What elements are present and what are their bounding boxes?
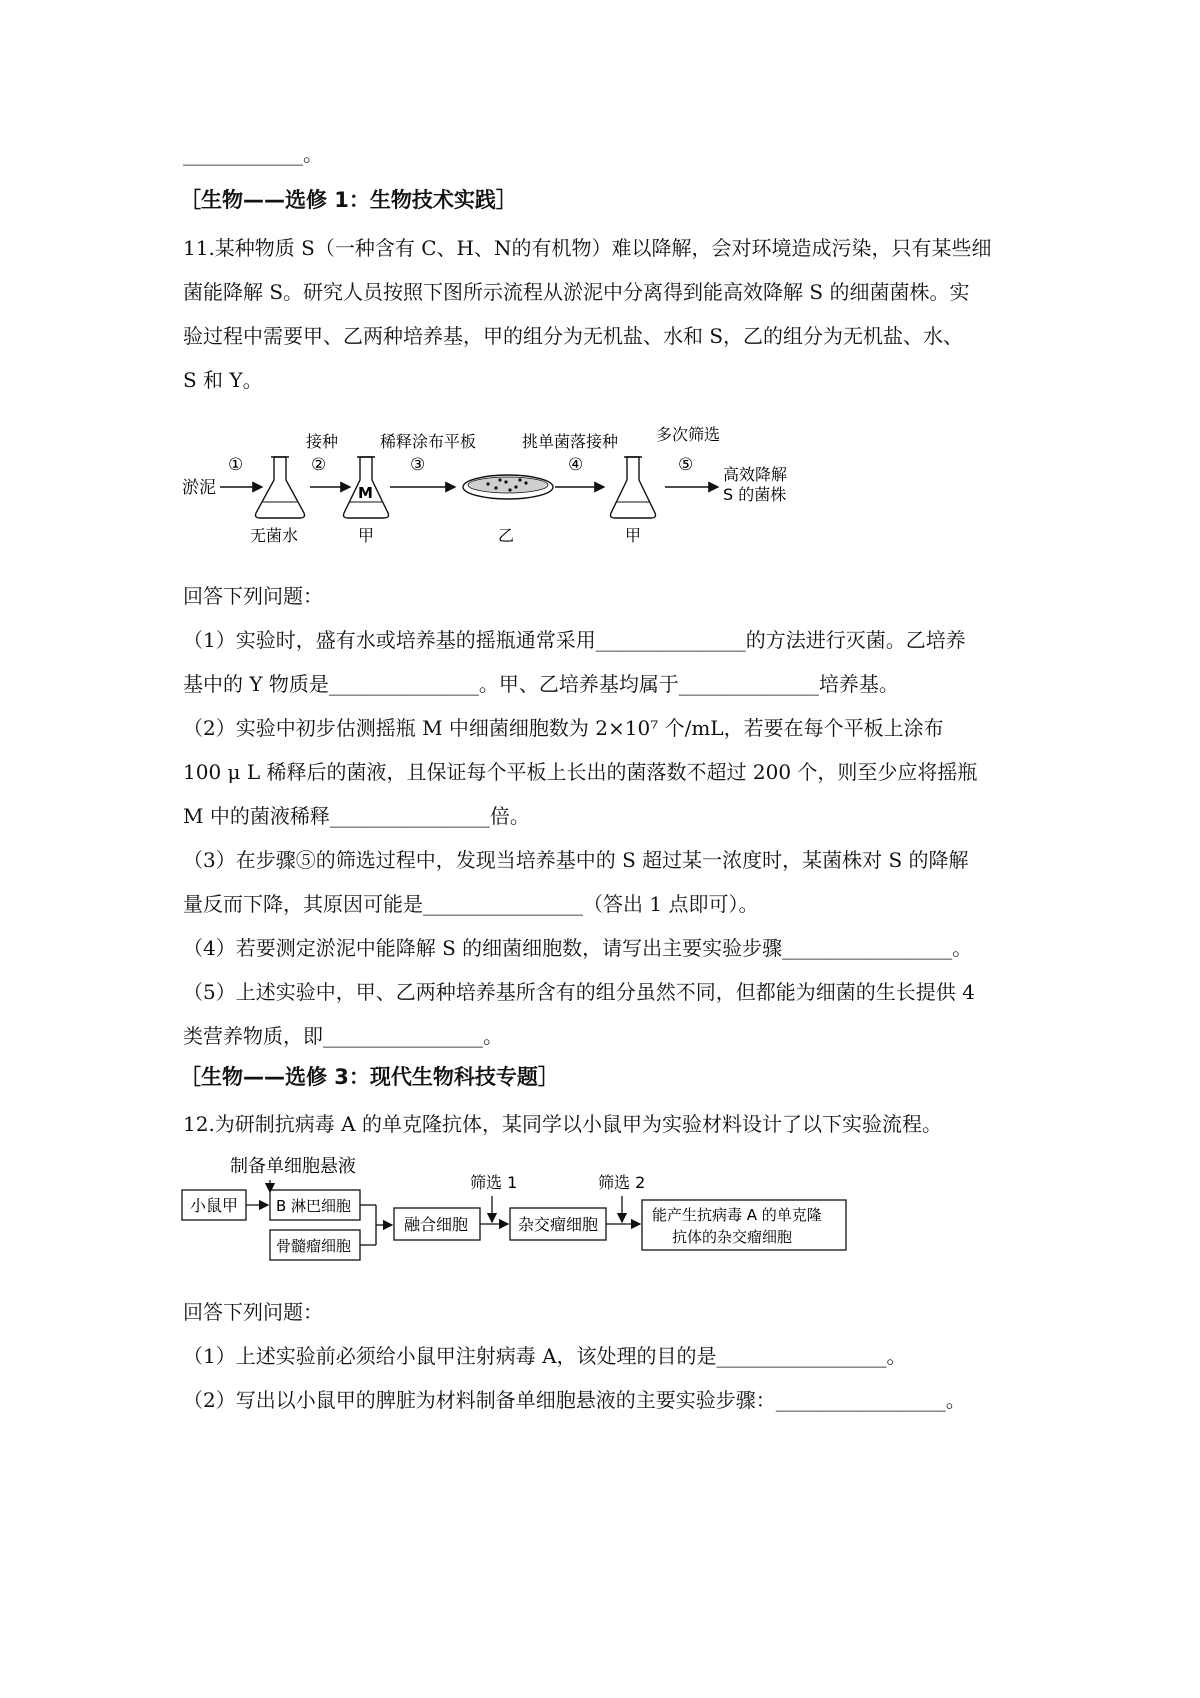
step-2-number: ② bbox=[311, 455, 327, 475]
step-4-number: ④ bbox=[568, 455, 584, 475]
q11-answer-4: （4）若要测定淤泥中能降解 S 的细菌细胞数，请写出主要实验步骤_________________。 bbox=[183, 936, 973, 960]
flask-1-label: 无菌水 bbox=[250, 526, 299, 545]
isolation-flow-diagram bbox=[170, 420, 870, 560]
step-3-number: ③ bbox=[410, 455, 426, 475]
screen-2-label: 筛选 2 bbox=[598, 1173, 646, 1192]
step-5-number: ⑤ bbox=[678, 455, 694, 475]
q11-answer-5b: 类营养物质，即________________。 bbox=[183, 1024, 503, 1048]
q12-answer-1: （1）上述实验前必须给小鼠甲注射病毒 A，该处理的目的是_________________。 bbox=[183, 1344, 907, 1368]
q11-answer-2c: M 中的菌液稀释________________倍。 bbox=[183, 804, 530, 828]
q11-prompt: 回答下列问题： bbox=[183, 584, 323, 608]
flask-sterile-water-icon bbox=[256, 457, 305, 518]
monoclonal-antibody-flow-diagram bbox=[180, 1150, 940, 1300]
section-header-elective-3: ［生物——选修 3：现代生物科技专题］ bbox=[180, 1065, 559, 1089]
fused-cell-label: 融合细胞 bbox=[404, 1215, 469, 1234]
screen-1-label: 筛选 1 bbox=[470, 1173, 518, 1192]
step-4-label: 挑单菌落接种 bbox=[522, 432, 619, 451]
flask-2-label: 甲 bbox=[358, 526, 375, 545]
q11-answer-5a: （5）上述实验中，甲、乙两种培养基所含有的组分虽然不同，但都能为细菌的生长提供 4 bbox=[183, 980, 975, 1004]
flask-3-label: 甲 bbox=[625, 526, 642, 545]
start-label-sludge: 淤泥 bbox=[182, 478, 216, 498]
dish-label: 乙 bbox=[498, 526, 515, 545]
step-3-label: 稀释涂布平板 bbox=[380, 432, 477, 451]
b-cell-label: B 淋巴细胞 bbox=[276, 1197, 352, 1215]
q12-prompt: 回答下列问题： bbox=[183, 1300, 323, 1324]
flask-jia-icon bbox=[611, 457, 656, 518]
result-line-2: S 的菌株 bbox=[723, 485, 787, 504]
suspension-label: 制备单细胞悬液 bbox=[230, 1156, 356, 1177]
mouse-label: 小鼠甲 bbox=[190, 1196, 239, 1215]
step-5-label: 多次筛选 bbox=[656, 425, 721, 444]
final-label-line-1: 能产生抗病毒 A 的单克隆 bbox=[652, 1206, 822, 1224]
q11-answer-2b: 100 μ L 稀释后的菌液，且保证每个平板上长出的菌落数不超过 200 个，则至少应将摇瓶 bbox=[183, 760, 978, 784]
q11-line-3: 验过程中需要甲、乙两种培养基，甲的组分为无机盐、水和 S，乙的组分为无机盐、水、 bbox=[183, 324, 964, 348]
step-1-number: ① bbox=[228, 455, 244, 475]
q11-answer-3b: 量反而下降，其原因可能是________________（答出 1 点即可）。 bbox=[183, 892, 759, 916]
hybridoma-label: 杂交瘤细胞 bbox=[518, 1215, 599, 1234]
q11-line-4: S 和 Y。 bbox=[183, 368, 263, 392]
q11-answer-1a: （1）实验时，盛有水或培养基的摇瓶通常采用_______________的方法进行灭菌。乙培养 bbox=[183, 628, 966, 652]
flask-m-mark: M bbox=[358, 484, 373, 502]
q11-answer-2a: （2）实验中初步估测摇瓶 M 中细菌细胞数为 2×10⁷ 个/mL，若要在每个平板上涂布 bbox=[183, 716, 944, 740]
q11-line-2: 菌能降解 S。研究人员按照下图所示流程从淤泥中分离得到能高效降解 S 的细菌菌株。实 bbox=[183, 280, 970, 304]
petri-dish-icon bbox=[463, 475, 553, 499]
result-line-1: 高效降解 bbox=[723, 465, 788, 484]
q12-answer-2: （2）写出以小鼠甲的脾脏为材料制备单细胞悬液的主要实验步骤：_________________。 bbox=[183, 1388, 966, 1412]
q11-answer-1b: 基中的 Y 物质是_______________。甲、乙培养基均属于______________培养基。 bbox=[183, 672, 899, 696]
q11-line-1: 11.某种物质 S（一种含有 C、H、N的有机物）难以降解，会对环境造成污染，只有某些细 bbox=[183, 236, 992, 260]
section-header-elective-1: ［生物——选修 1：生物技术实践］ bbox=[180, 188, 517, 212]
q12-intro: 12.为研制抗病毒 A 的单克隆抗体，某同学以小鼠甲为实验材料设计了以下实验流程。 bbox=[183, 1112, 942, 1136]
myeloma-label: 骨髓瘤细胞 bbox=[276, 1237, 352, 1255]
final-label-line-2: 抗体的杂交瘤细胞 bbox=[672, 1228, 793, 1246]
q11-answer-3a: （3）在步骤⑤的筛选过程中，发现当培养基中的 S 超过某一浓度时，某菌株对 S 的降解 bbox=[183, 848, 969, 872]
top-answer-blank: ____________。 bbox=[183, 142, 323, 166]
step-2-label: 接种 bbox=[306, 432, 339, 451]
